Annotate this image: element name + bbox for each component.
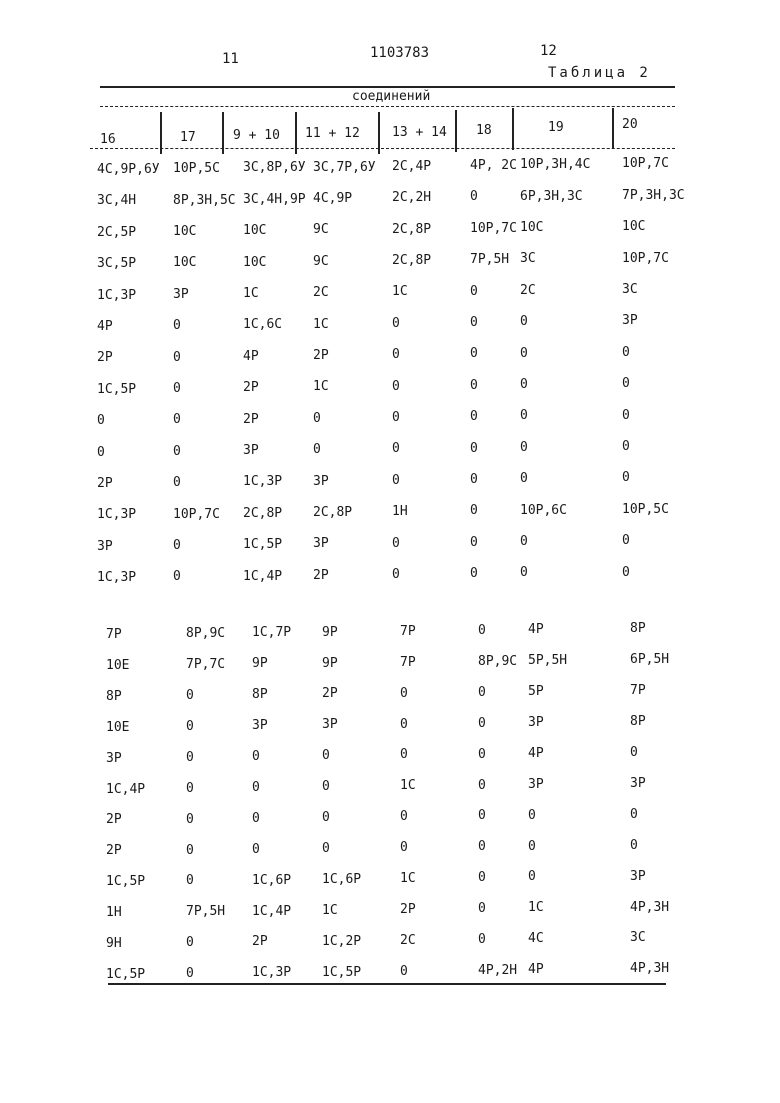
table-cell: 0 (173, 569, 181, 585)
table-cell: 2С,2Н (392, 190, 432, 206)
table-cell: 0 (252, 779, 260, 795)
table-cell: 10С (173, 224, 197, 239)
table-cell: 7Р,7С (186, 657, 226, 673)
table-cell: 10Р,7С (470, 220, 517, 236)
table-cell: 4Р,3Н (630, 899, 670, 915)
table-cell: 8Р,3Н,5С (173, 192, 236, 208)
table-cell: 1С (400, 871, 416, 886)
table-cell: 0 (470, 346, 478, 362)
table-cell: 1С (400, 778, 416, 794)
table-cell: 0 (520, 565, 528, 581)
table-cell: 4Р (243, 348, 259, 364)
table-cell: 8Р (630, 714, 646, 730)
table-cell: 0 (622, 376, 630, 392)
table-cell: 9Р (322, 624, 338, 640)
top-rule (100, 86, 675, 88)
table-cell: 7Р,5Н (470, 252, 510, 268)
table-cell: 0 (470, 440, 478, 456)
table-cell: 0 (186, 873, 194, 889)
table-cell: 0 (252, 810, 260, 826)
table-cell: 0 (478, 715, 486, 731)
table-cell: 4С (528, 931, 544, 947)
table-cell: 4Р (97, 319, 113, 334)
col-separator (612, 108, 614, 148)
table-cell: 1Н (392, 504, 408, 520)
table-cell: 3Р (106, 750, 122, 766)
table-cell: 1С,4Р (243, 568, 283, 584)
table-cell: 0 (520, 345, 528, 361)
table-cell: 1С,3Р (97, 570, 137, 586)
table-cell: 3Р (313, 473, 329, 489)
table-cell: 3Р (630, 868, 646, 884)
table-cell: 1С (243, 286, 259, 301)
table-cell: 4Р (528, 962, 544, 978)
table-cell: 2С (313, 285, 329, 301)
table-cell: 10Е (106, 719, 130, 735)
table-cell: 0 (173, 412, 181, 428)
table-cell: 1С,7Р (252, 625, 292, 641)
table-cell: 0 (173, 349, 181, 365)
table-cell: 1С (322, 902, 338, 918)
table-cell: 4Р (528, 745, 544, 761)
compounds-label: соединений (352, 89, 431, 104)
table-cell: 0 (392, 378, 400, 394)
table-cell: 2Р (313, 348, 329, 363)
table-cell: 7Р (400, 623, 416, 639)
table-cell: 0 (400, 716, 408, 732)
table-cell: 2Р (243, 380, 259, 396)
table-cell: 0 (186, 842, 194, 858)
table-cell: 3С (520, 251, 536, 267)
table-cell: 3Р (630, 775, 646, 791)
table-cell: 2Р (243, 411, 259, 427)
table-cell: 0 (478, 746, 486, 762)
table-cell: 1С (313, 379, 329, 395)
table-cell: 1С,5Р (106, 966, 146, 982)
table-cell: 7Р,5Н (186, 904, 226, 920)
table-cell: 0 (313, 442, 321, 458)
col-separator (455, 110, 457, 152)
table-cell: 10С (173, 255, 197, 271)
table-cell: 0 (470, 472, 478, 487)
table-cell: 0 (478, 839, 486, 855)
table-cell: 0 (470, 503, 478, 519)
table-cell: 0 (186, 780, 194, 796)
table-cell: 3Р (528, 776, 544, 792)
table-cell: 7Р (630, 683, 646, 699)
table-cell: 0 (400, 963, 408, 979)
table-cell: 0 (400, 685, 408, 701)
columns-dashed-rule (90, 148, 675, 149)
table-cell: 1С,4Р (106, 781, 146, 797)
table-cell: 1Н (106, 905, 122, 921)
table-cell: 0 (400, 840, 408, 856)
table-cell: 10Р,5С (173, 161, 220, 177)
table-cell: 3С,7Р,6У (313, 159, 376, 175)
table-cell: 3С,5Р (97, 256, 137, 272)
table-cell: 0 (173, 538, 181, 553)
table-cell: 9Р (252, 656, 268, 672)
table-cell: 0 (630, 837, 638, 853)
bottom-rule (108, 983, 666, 985)
table-cell: 8Р (630, 621, 646, 637)
table-cell: 0 (186, 749, 194, 765)
table-cell: 0 (392, 315, 400, 331)
table-cell: 10С (622, 219, 646, 235)
table-cell: 4Р,2Н (478, 962, 518, 978)
table-cell: 0 (186, 718, 194, 734)
table-cell: 2Р (400, 901, 416, 917)
column-header: 18 (476, 123, 492, 138)
table-cell: 0 (478, 623, 486, 638)
table-cell: 0 (520, 471, 528, 487)
table-cell: 0 (173, 381, 181, 396)
table-cell: 3Р (252, 718, 268, 734)
table-cell: 1С,3Р (243, 474, 283, 490)
table-cell: 0 (392, 410, 400, 425)
table-cell: 2С,8Р (243, 505, 283, 521)
table-cell: 1С,3Р (252, 965, 292, 981)
table-cell: 2Р (106, 812, 122, 828)
table-cell: 8Р (252, 687, 268, 703)
table-cell: 3С,4Н,9Р (243, 191, 306, 207)
table-cell: 10С (243, 254, 267, 270)
table-cell: 1С,6Р (252, 872, 292, 888)
table-cell: 1С,5Р (106, 874, 146, 890)
table-cell: 10Р,3Н,4С (520, 157, 591, 173)
table-cell: 6Р,3Н,3С (520, 188, 583, 204)
table-cell: 0 (97, 413, 105, 429)
table-cell: 2Р (106, 843, 122, 859)
col-separator (160, 112, 162, 154)
table-cell: 1С (313, 316, 329, 332)
table-cell: 2С,8Р (392, 221, 432, 237)
table-cell: 1С,5Р (322, 964, 362, 980)
table-cell: 10С (520, 220, 544, 235)
table-cell: 2Р (97, 476, 113, 491)
table-cell: 0 (313, 410, 321, 426)
table-cell: 0 (520, 439, 528, 455)
table-cell: 0 (470, 377, 478, 393)
table-cell: 3С,8Р,6У (243, 160, 306, 176)
table-cell: 10Р,7С (622, 156, 669, 172)
table-cell: 3Р (322, 717, 338, 733)
column-header: 13 + 14 (392, 125, 447, 140)
table-cell: 0 (392, 567, 400, 582)
table-cell: 0 (478, 870, 486, 886)
table-cell: 0 (622, 533, 630, 549)
table-cell: 8Р,9С (186, 626, 226, 642)
table-cell: 4Р (528, 622, 544, 638)
column-header: 19 (548, 120, 564, 135)
table-cell: 0 (400, 747, 408, 763)
table-cell: 3Р (622, 313, 638, 329)
table-cell: 0 (630, 745, 638, 760)
table-cell: 3С (630, 930, 646, 946)
column-header: 20 (622, 117, 638, 132)
table-cell: 3С (622, 282, 638, 297)
table-cell: 0 (470, 409, 478, 425)
column-header: 16 (100, 132, 116, 147)
column-header: 17 (180, 130, 196, 145)
col-separator (295, 112, 297, 154)
table-cell: 2Р (322, 686, 338, 702)
table-cell: 10Р,7С (622, 250, 669, 266)
table-cell: 0 (622, 470, 630, 486)
table-cell: 1С (392, 284, 408, 300)
table-cell: 10С (243, 223, 267, 239)
table-cell: 2Р (97, 350, 113, 366)
table-cell: 0 (173, 475, 181, 491)
table-cell: 0 (520, 314, 528, 330)
table-cell: 0 (186, 966, 194, 982)
table-cell: 0 (478, 777, 486, 793)
table-cell: 10Е (106, 657, 130, 673)
table-cell: 9С (313, 222, 329, 238)
table-cell: 0 (622, 407, 630, 423)
table-cell: 8Р (106, 688, 122, 704)
patent-number: 1103783 (370, 45, 430, 61)
table-cell: 0 (322, 810, 330, 825)
table-cell: 0 (478, 932, 486, 947)
table-cell: 0 (322, 779, 330, 795)
table-cell: 2Р (313, 567, 329, 583)
table-cell: 0 (392, 535, 400, 551)
table-cell: 4Р,3Н (630, 961, 670, 977)
table-cell: 3Р (528, 714, 544, 730)
table-cell: 9С (313, 253, 329, 269)
table-cell: 2С,5Р (97, 224, 137, 240)
table-cell: 0 (478, 901, 486, 917)
table-cell: 4С,9Р,6У (97, 162, 160, 177)
table-title: Таблица 2 (548, 65, 651, 81)
table-cell: 0 (520, 408, 528, 424)
table-cell: 0 (392, 472, 400, 488)
table-cell: 0 (97, 444, 105, 460)
table-cell: 0 (622, 344, 630, 360)
table-cell: 1С (528, 900, 544, 916)
table-cell: 0 (322, 840, 330, 856)
table-cell: 9Н (106, 936, 122, 951)
table-cell: 1С,5Р (97, 381, 137, 397)
table-cell: 7Р (106, 627, 122, 642)
table-cell: 10Р,7С (173, 506, 220, 522)
table-cell: 0 (186, 688, 194, 703)
table-cell: 1С,6Р (322, 871, 362, 887)
table-cell: 0 (470, 566, 478, 582)
table-cell: 1С,6С (243, 317, 283, 333)
table-cell: 0 (528, 807, 536, 823)
table-cell: 0 (186, 811, 194, 827)
table-cell: 1С,2Р (322, 933, 362, 949)
page-number-right: 12 (540, 43, 557, 59)
table-cell: 5Р,5Н (528, 653, 568, 669)
table-cell: 2С (520, 282, 536, 298)
table-cell: 0 (520, 534, 528, 549)
table-cell: 7Р (400, 654, 416, 670)
table-cell: 0 (622, 439, 630, 454)
table-cell: 3Р (313, 536, 329, 552)
table-cell: 0 (322, 748, 330, 764)
table-cell: 0 (173, 318, 181, 334)
table-cell: 0 (470, 283, 478, 299)
table-cell: 0 (478, 684, 486, 700)
table-cell: 0 (470, 315, 478, 330)
table-cell: 0 (470, 189, 478, 205)
table-cell: 0 (392, 441, 400, 457)
table-cell: 2С,8Р (392, 253, 432, 268)
table-cell: 0 (400, 809, 408, 825)
table-cell: 2Р (252, 934, 268, 950)
table-cell: 0 (252, 841, 260, 857)
table-cell: 2С (400, 932, 416, 948)
table-cell: 0 (622, 564, 630, 580)
col-separator (512, 108, 514, 150)
table-cell: 2С,4Р (392, 158, 432, 174)
table-cell: 0 (252, 749, 260, 764)
table-cell: 1С,4Р (252, 903, 292, 919)
table-cell: 3Р (173, 286, 189, 302)
table-cell: 0 (173, 443, 181, 459)
column-header: 9 + 10 (233, 128, 280, 143)
table-cell: 0 (630, 806, 638, 822)
table-cell: 0 (528, 869, 536, 885)
table-cell: 5Р (528, 684, 544, 699)
table-cell: 0 (186, 935, 194, 951)
table-cell: 10Р,6С (520, 502, 567, 518)
page-number-left: 11 (222, 51, 239, 67)
table-cell: 10Р,5С (622, 501, 669, 517)
table-cell: 3Р (97, 538, 113, 554)
table-cell: 1С,3Р (97, 287, 137, 303)
table-cell: 0 (392, 347, 400, 363)
table-cell: 7Р,3Н,3С (622, 187, 685, 203)
table-cell: 3Р (243, 443, 259, 458)
table-cell: 0 (528, 838, 536, 854)
table-cell: 8Р,9С (478, 653, 518, 669)
table-cell: 1С,3Р (97, 507, 137, 523)
table-cell: 0 (520, 377, 528, 392)
col-separator (222, 112, 224, 154)
table-cell: 4С,9Р (313, 191, 353, 206)
table-cell: 9Р (322, 655, 338, 671)
table-cell: 2С,8Р (313, 505, 353, 520)
table-cell: 6Р,5Н (630, 652, 670, 668)
table-cell: 0 (470, 534, 478, 550)
table-cell: 1С,5Р (243, 537, 283, 553)
table-cell: 0 (478, 808, 486, 824)
table-cell: 4Р, 2С (470, 158, 517, 173)
header-dashed-rule (100, 106, 675, 107)
column-header: 11 + 12 (305, 126, 360, 141)
table-cell: 3С,4Н (97, 193, 137, 209)
col-separator (378, 112, 380, 154)
